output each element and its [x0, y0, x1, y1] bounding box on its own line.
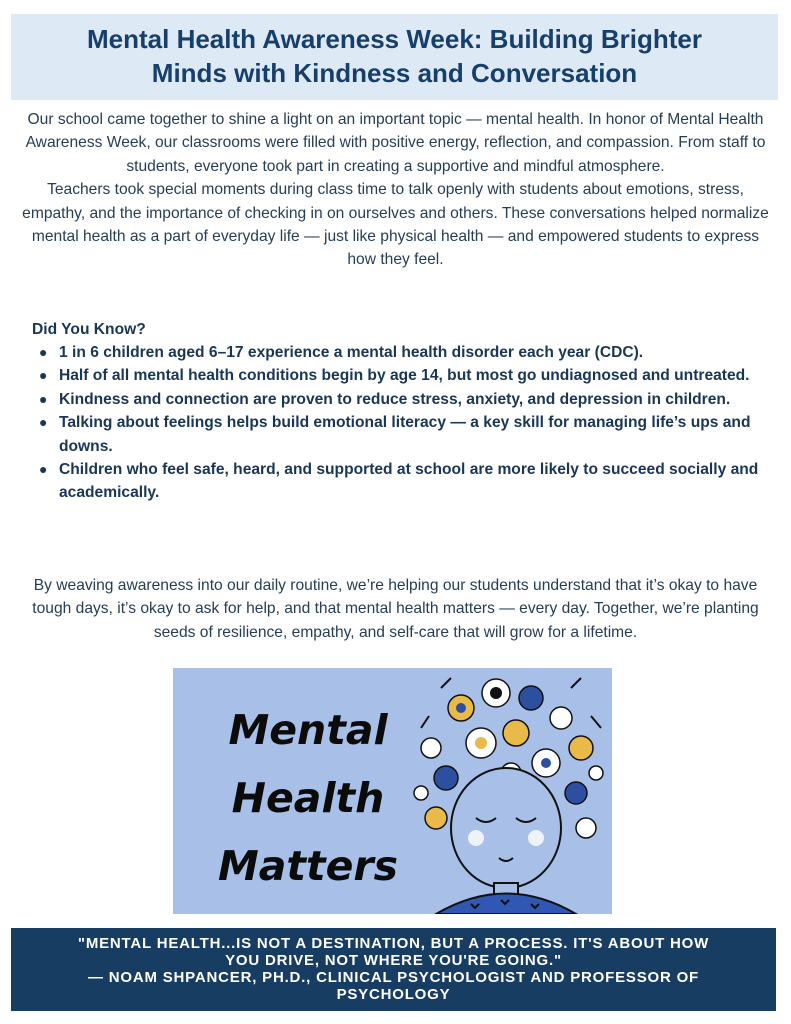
fact-item [32, 341, 762, 364]
quote-text [11, 928, 776, 1003]
intro-paragraph-1: Our school came together to shine a light on an important topic — mental health. In honor of Mental Health Awareness Week, our classrooms were filled with positive energy, reflection, and compassion. From staff to students, everyone took part in creating a supportive and mindful atmosphere. [25, 111, 766, 175]
fact-text: Talking about feelings helps build emotional literacy — a key skill for managing life’s ups and downs. [59, 414, 751, 455]
mental-health-matters-banner [173, 668, 612, 914]
title-banner [11, 14, 778, 100]
quote-line-3: — NOAM SHPANCER, PH.D., CLINICAL PSYCHOLOGIST AND PROFESSOR OF [87, 969, 700, 986]
banner-line-3: Matters [217, 842, 399, 890]
bullet-icon: ● [39, 390, 48, 407]
bullet-icon: ● [39, 461, 48, 478]
fact-item [32, 364, 762, 387]
quote-line-1: "MENTAL HEALTH...IS NOT A DESTINATION, BUT A PROCESS. IT'S ABOUT HOW [77, 935, 710, 952]
intro-section [22, 108, 769, 272]
fact-list [32, 341, 762, 505]
quote-line-4: PSYCHOLOGY [336, 986, 451, 1003]
bullet-icon: ● [39, 344, 48, 360]
fact-item [32, 458, 762, 505]
page-title [11, 14, 778, 90]
quote-banner [11, 928, 776, 1011]
fact-text: Kindness and connection are proven to reduce stress, anxiety, and depression in children. [59, 390, 731, 408]
closing-section [22, 574, 769, 644]
intro-paragraph-2: Teachers took special moments during class time to talk openly with students about emotions, stress, empathy, and the importance of checking in on ourselves and others. These conversations helped normalize mental health as a part of everyday life — just like physical health — and empowered students to express how they feel. [22, 181, 769, 269]
fact-text: 1 in 6 children aged 6–17 experience a mental health disorder each year (CDC). [59, 344, 644, 361]
closing-paragraph: By weaving awareness into our daily routine, we’re helping our students understand that it’s okay to have tough days, it’s okay to ask for help, and that mental health matters — every day. Together, we’re planting seeds of resilience, empathy, and self-care that will grow for a lifetime. [32, 577, 759, 641]
banner-text [203, 696, 413, 900]
title-line-2: Minds with Kindness and Conversation [151, 58, 638, 88]
fact-item [32, 388, 762, 411]
fact-text: Half of all mental health conditions begin by age 14, but most go undiagnosed and untreated. [59, 367, 750, 385]
bullet-icon: ● [39, 367, 48, 384]
flower-head-girl-icon [401, 668, 612, 914]
title-line-1: Mental Health Awareness Week: Building Brighter [87, 24, 702, 54]
bullet-icon: ● [39, 414, 48, 431]
quote-line-2: YOU DRIVE, NOT WHERE YOU'RE GOING." [225, 952, 562, 969]
fact-text: Children who feel safe, heard, and supported at school are more likely to succeed socially and academically. [59, 461, 759, 502]
did-you-know-title: Did You Know? [32, 321, 146, 338]
did-you-know-section [32, 319, 762, 505]
banner-line-2: Health [231, 774, 385, 822]
fact-item [32, 411, 762, 458]
banner-line-1: Mental [228, 706, 388, 754]
girl-face [436, 768, 576, 914]
